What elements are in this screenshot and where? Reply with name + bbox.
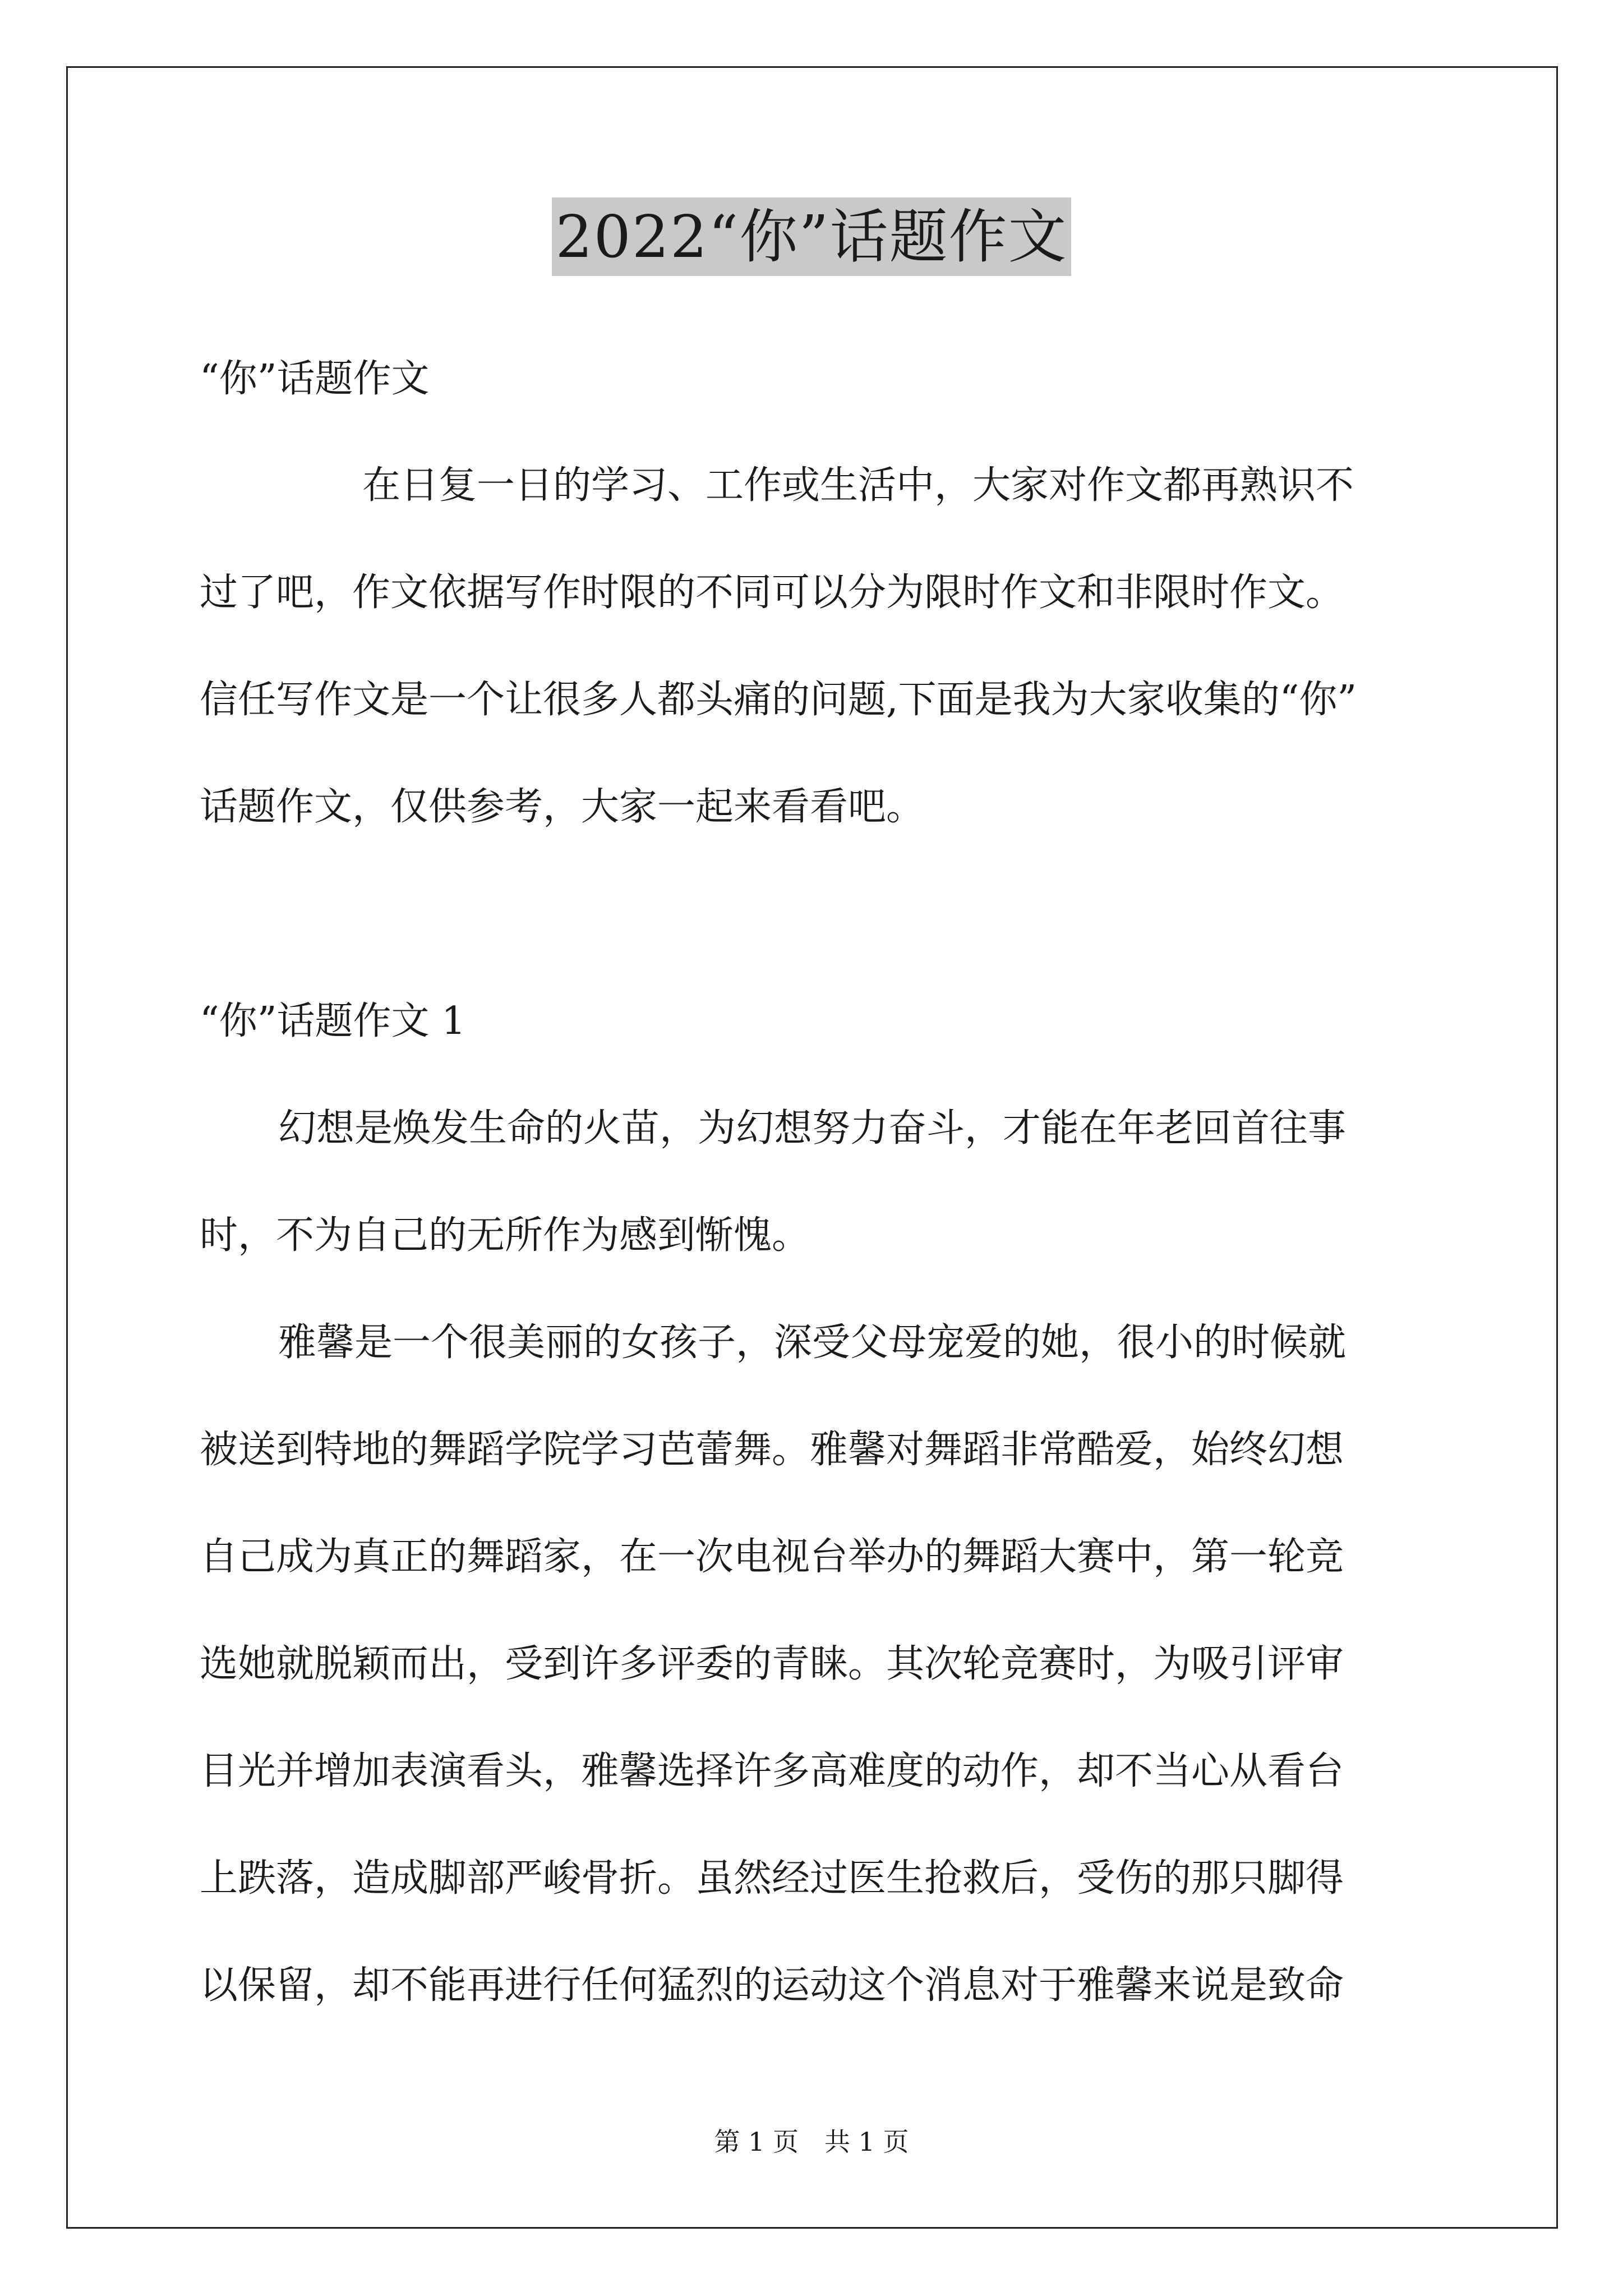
intro-line: 过了吧，作文依据写作时限的不同可以分为限时作文和非限时作文。 [200, 570, 1344, 615]
paragraph-line: 幻想是焕发生命的火苗，为幻想努力奋斗，才能在年老回首往事 [278, 1106, 1347, 1151]
paragraph-line: 被送到特地的舞蹈学院学习芭蕾舞。雅馨对舞蹈非常酷爱，始终幻想 [200, 1428, 1344, 1472]
paragraph-line: 自己成为真正的舞蹈家，在一次电视台举办的舞蹈大赛中，第一轮竞 [200, 1535, 1344, 1579]
document-title: 2022“你”话题作文 [552, 197, 1071, 276]
subtitle: “你”话题作文 [200, 357, 430, 401]
section-heading: “你”话题作文 1 [200, 999, 466, 1043]
page-footer: 第 1 页 共 1 页 [714, 2127, 909, 2157]
paragraph-line: 上跌落，造成脚部严峻骨折。虽然经过医生抢救后，受伤的那只脚得 [200, 1856, 1344, 1901]
paragraph-1 [200, 1075, 1439, 1289]
intro-line: 信任写作文是一个让很多人都头痛的问题,下面是我为大家收集的“你” [200, 678, 1357, 722]
paragraph-line: 目光并增加表演看头，雅馨选择许多高难度的动作，却不当心从看台 [200, 1749, 1344, 1793]
title-container [0, 197, 1623, 276]
intro-paragraph [200, 432, 1439, 861]
paragraph-line: 时，不为自己的无所作为感到惭愧。 [200, 1213, 810, 1258]
intro-line: 话题作文，仅供参考，大家一起来看看吧。 [200, 785, 925, 829]
intro-line: 在日复一日的学习、工作或生活中，大家对作文都再熟识不 [362, 463, 1354, 508]
paragraph-line: 选她就脱颖而出，受到许多评委的青睐。其次轮竞赛时，为吸引评审 [200, 1642, 1344, 1686]
paragraph-2 [200, 1289, 1439, 2039]
paragraph-line: 雅馨是一个很美丽的女孩子，深受父母宠爱的她，很小的时候就 [278, 1320, 1347, 1365]
paragraph-line: 以保留，却不能再进行任何猛烈的运动这个消息对于雅馨来说是致命 [200, 1963, 1344, 2008]
